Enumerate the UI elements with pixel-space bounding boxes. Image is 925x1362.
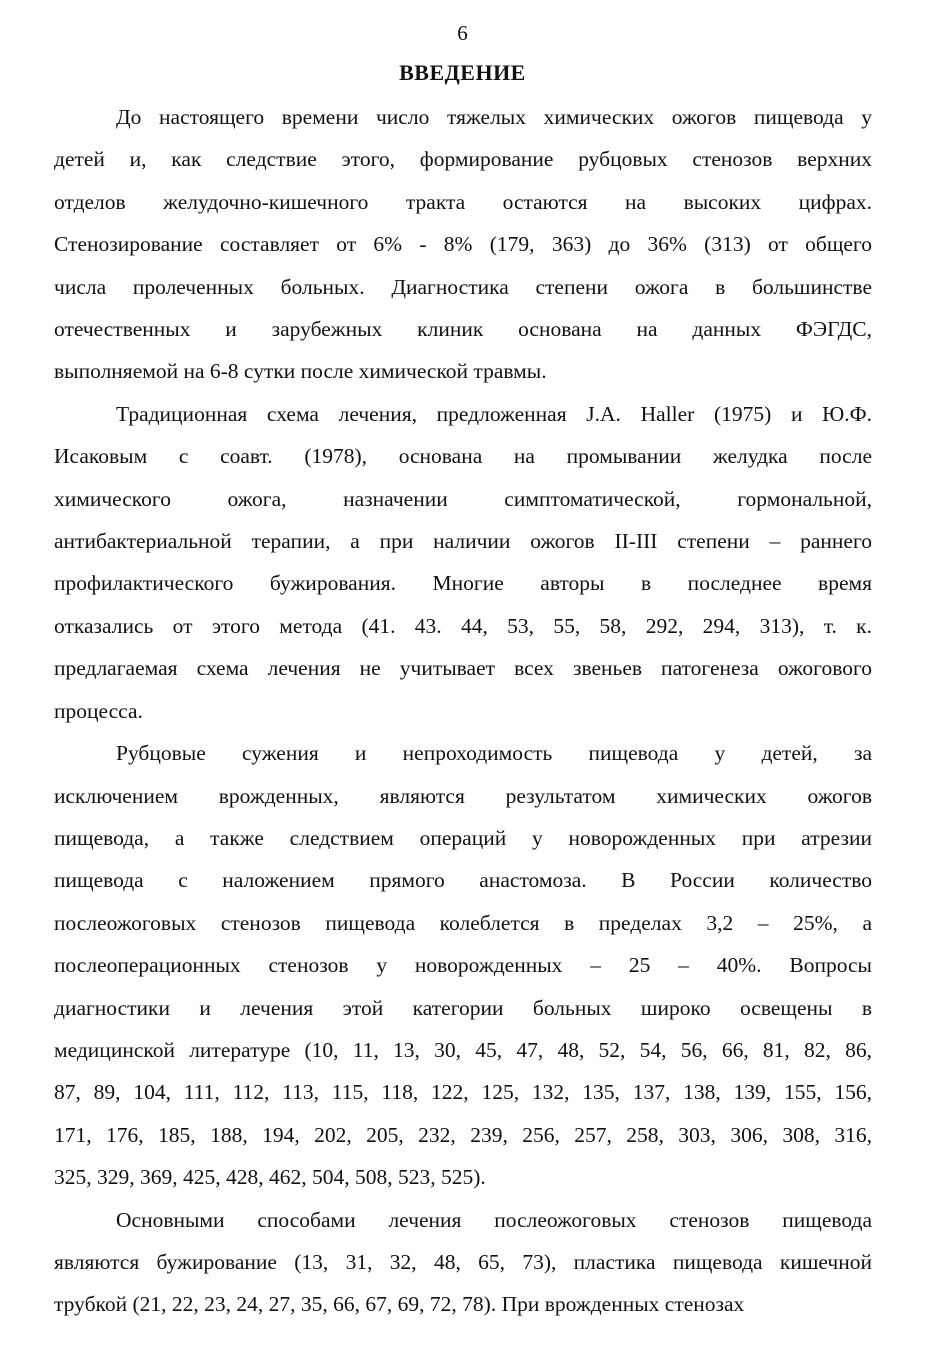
text-line: отделов желудочно-кишечного тракта остаются на высоких цифрах. <box>54 189 872 214</box>
text-line: медицинской литературе (10, 11, 13, 30, 45, 47, 48, 52, 54, 56, 66, 81, 82, 86, <box>54 1037 872 1062</box>
text-line: послеожоговых стенозов пищевода колеблется в пределах 3,2 – 25%, а <box>54 910 872 935</box>
text-line: Рубцовые сужения и непроходимость пищевода у детей, за <box>116 741 872 766</box>
text-line: отказались от этого метода (41. 43. 44, 53, 55, 58, 292, 294, 313), т. к. <box>54 613 872 638</box>
text-line: химического ожога, назначении симптоматической, гормональной, <box>54 486 872 511</box>
text-line: Исаковым с соавт. (1978), основана на промывании желудка после <box>54 444 872 469</box>
paragraph <box>54 96 872 393</box>
text-line: детей и, как следствие этого, формирование рубцовых стенозов верхних <box>54 147 872 172</box>
text-line: Традиционная схема лечения, предложенная J.A. Haller (1975) и Ю.Ф. <box>116 401 872 426</box>
text-line: предлагаемая схема лечения не учитывает всех звеньев патогенеза ожогового <box>54 656 872 681</box>
text-line: пищевода, а также следствием операций у новорожденных при атрезии <box>54 825 872 850</box>
text-line: пищевода с наложением прямого анастомоза. В России количество <box>54 868 872 893</box>
text-line: процесса. <box>54 698 143 723</box>
text-line: являются бужирование (13, 31, 32, 48, 65, 73), пластика пищевода кишечной <box>54 1249 872 1274</box>
document-body <box>54 96 872 1326</box>
text-line: 87, 89, 104, 111, 112, 113, 115, 118, 122, 125, 132, 135, 137, 138, 139, 155, 156, <box>54 1080 872 1105</box>
text-line: До настоящего времени число тяжелых химических ожогов пищевода у <box>116 105 872 129</box>
text-line: диагностики и лечения этой категории больных широко освещены в <box>54 995 872 1020</box>
text-line: трубкой (21, 22, 23, 24, 27, 35, 66, 67, 69, 72, 78). При врожденных стенозах <box>54 1292 745 1317</box>
text-line: антибактериальной терапии, а при наличии ожогов II-III степени – раннего <box>54 529 872 554</box>
text-line: числа пролеченных больных. Диагностика степени ожога в большинстве <box>54 274 872 299</box>
text-line: Основными способами лечения послеожоговых стенозов пищевода <box>116 1207 872 1232</box>
text-line: 171, 176, 185, 188, 194, 202, 205, 232, 239, 256, 257, 258, 303, 306, 308, 316, <box>54 1122 872 1147</box>
text-line: отечественных и зарубежных клиник основана на данных ФЭГДС, <box>54 317 872 342</box>
text-line: выполняемой на 6-8 сутки после химической травмы. <box>54 359 547 384</box>
page-number: 6 <box>457 21 468 45</box>
paragraph <box>54 393 872 732</box>
text-line: 325, 329, 369, 425, 428, 462, 504, 508, 523, 525). <box>54 1165 486 1190</box>
text-line: профилактического бужирования. Многие авторы в последнее время <box>54 571 872 596</box>
paragraph <box>54 1199 872 1326</box>
text-line: исключением врожденных, являются результатом химических ожогов <box>54 783 872 808</box>
text-line: Стенозирование составляет от 6% - 8% (179, 363) до 36% (313) от общего <box>54 232 872 257</box>
text-line: послеоперационных стенозов у новорожденных – 25 – 40%. Вопросы <box>54 953 872 978</box>
paragraph <box>54 732 872 1198</box>
section-heading: ВВЕДЕНИЕ <box>399 60 526 85</box>
